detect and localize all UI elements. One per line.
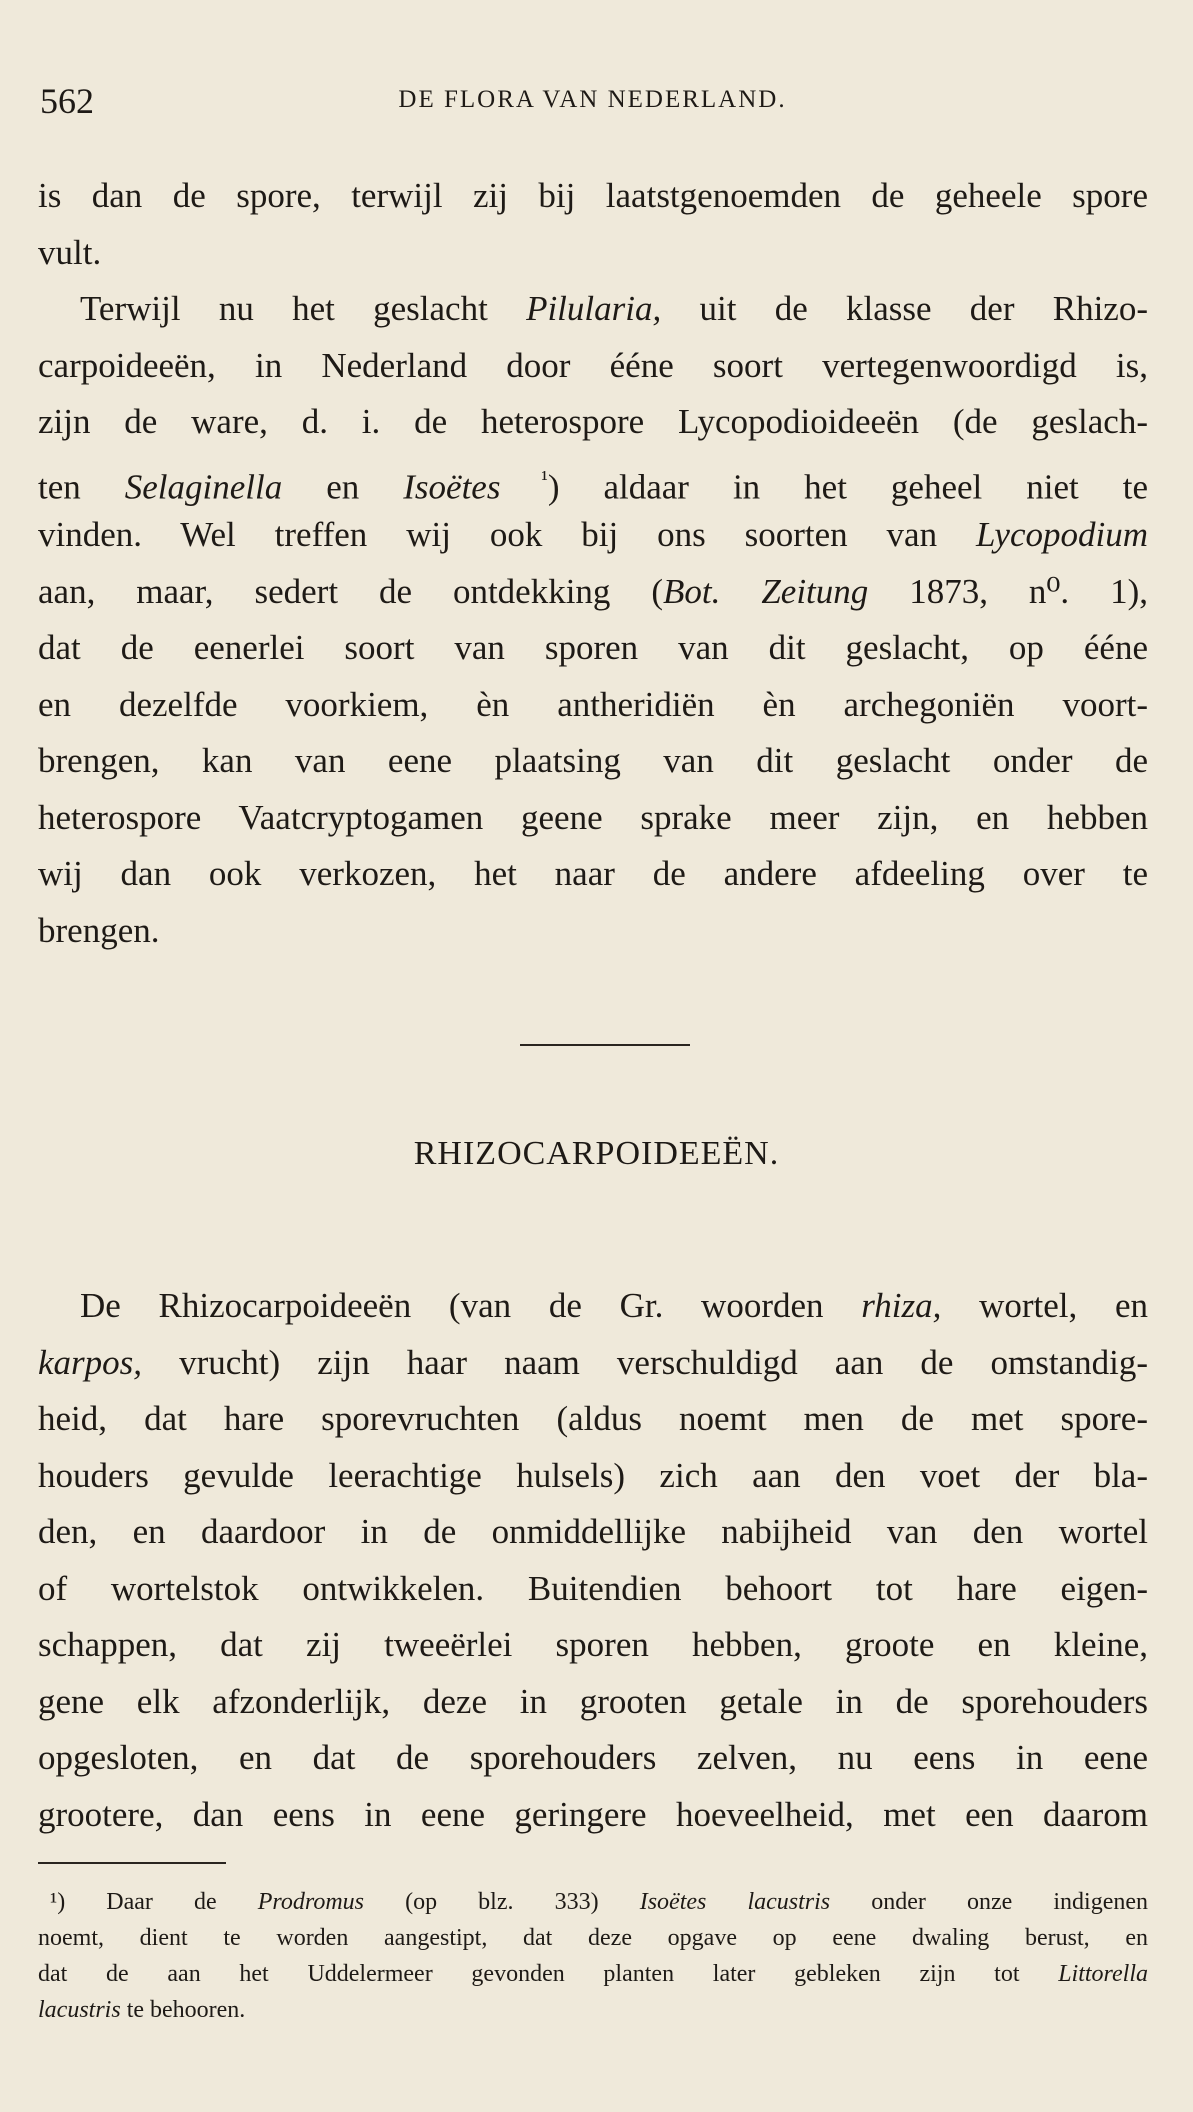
text-line: of wortelstok ontwikkelen. Buitendien behoort tot hare eigen- — [38, 1568, 1148, 1608]
text-line: dat de eenerlei soort van sporen van dit geslacht, op ééne — [38, 628, 1148, 667]
footnote-line: lacustris te behooren. — [38, 1997, 246, 2023]
text-line: carpoideeën, in Nederland door ééne soort vertegenwoordigd is, — [38, 345, 1148, 385]
text-line: Terwijl nu het geslacht Pilularia, uit de klasse der Rhizo- — [80, 289, 1148, 328]
footnote-line: ¹) Daar de Prodromus (op blz. 333) Isoëtes lacustris onder onze indigenen — [50, 1889, 1149, 1915]
text-line: heterospore Vaatcryptogamen geene sprake meer zijn, en hebben — [38, 797, 1148, 837]
main-text-top — [38, 168, 1148, 959]
text-line: vult. — [38, 232, 102, 272]
text-line: gene elk afzonderlijk, deze in grooten getale in de sporehouders — [38, 1681, 1148, 1721]
text-line: is dan de spore, terwijl zij bij laatstgenoemden de geheele spore — [38, 176, 1148, 215]
text-line: houders gevulde leerachtige hulsels) zich aan den voet der bla- — [38, 1455, 1148, 1495]
text-line: en dezelfde voorkiem, èn antheridiën èn archegoniën voort- — [38, 684, 1148, 724]
footnote-divider — [38, 1862, 226, 1864]
text-line: karpos, vrucht) zijn haar naam verschuldigd aan de omstandig- — [38, 1342, 1148, 1382]
page-header — [40, 80, 1145, 130]
text-line: wij dan ook verkozen, het naar de andere afdeeling over te — [38, 854, 1148, 893]
text-line: grootere, dan eens in eene geringere hoeveelheid, met een daarom — [38, 1794, 1148, 1834]
text-line: De Rhizocarpoideeën (van de Gr. woorden rhiza, wortel, en — [80, 1286, 1148, 1325]
text-line: brengen, kan van eene plaatsing van dit geslacht onder de — [38, 741, 1148, 780]
section-divider — [520, 1044, 690, 1046]
section-title: RHIZOCARPOIDEEËN. — [413, 1135, 780, 1172]
running-title: DE FLORA VAN NEDERLAND. — [398, 86, 787, 113]
text-line: vinden. Wel treffen wij ook bij ons soorten van Lycopodium — [38, 515, 1148, 554]
page-number: 562 — [40, 81, 94, 121]
text-line: den, en daardoor in de onmiddellijke nabijheid van den wortel — [38, 1512, 1148, 1551]
footnote-marker: ¹) — [50, 1889, 66, 1915]
text-line: heid, dat hare sporevruchten (aldus noemt men de met spore- — [38, 1399, 1148, 1438]
main-text-bottom — [38, 1278, 1148, 1843]
text-line: zijn de ware, d. i. de heterospore Lycopodioideeën (de geslach- — [38, 402, 1148, 441]
text-line: opgesloten, en dat de sporehouders zelven, nu eens in eene — [38, 1738, 1148, 1777]
text-line: aan, maar, sedert de ontdekking (Bot. Zeitung 1873, n⁰. 1), — [38, 571, 1148, 611]
footnote-line: dat de aan het Uddelermeer gevonden planten later gebleken zijn tot Littorella — [38, 1961, 1148, 1987]
footnote-reference[interactable]: ¹ — [500, 465, 548, 491]
footnote-line: noemt, dient te worden aangestipt, dat deze opgave op eene dwaling berust, en — [38, 1925, 1148, 1951]
text-line: ten Selaginella en Isoëtes $^{^1}$) aldaar in het geheel niet te — [38, 465, 1148, 507]
text-line: brengen. — [38, 910, 160, 950]
text-line: schappen, dat zij tweeërlei sporen hebben, groote en kleine, — [38, 1625, 1148, 1664]
footnote — [38, 1884, 1148, 2028]
